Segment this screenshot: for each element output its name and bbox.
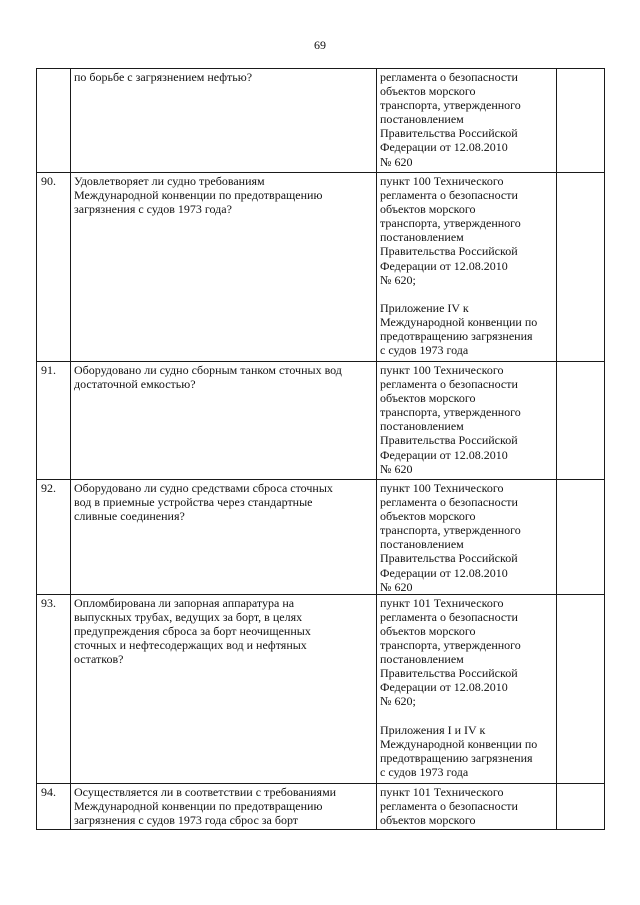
table-row [37, 362, 605, 480]
result-cell [557, 173, 605, 362]
row-number: 93. [37, 594, 71, 783]
reference-cell: регламента о безопасности объектов морского транспорта, утвержденного постановлением Правительства Российской Федерации от 12.08.2010 № 620 [377, 69, 557, 173]
table-row [37, 480, 605, 595]
result-cell [557, 783, 605, 829]
result-cell [557, 480, 605, 595]
result-cell [557, 362, 605, 480]
table-row [37, 69, 605, 173]
page-number: 69 [314, 38, 326, 52]
row-number: 92. [37, 480, 71, 595]
question-cell: Удовлетворяет ли судно требованиям Международной конвенции по предотвращению загрязнения с судов 1973 года? [71, 173, 377, 362]
table-row [37, 594, 605, 783]
result-cell [557, 69, 605, 173]
reference-cell: пункт 100 Технического регламента о безопасности объектов морского транспорта, утвержденного постановлением Правительства Российской Федерации от 12.08.2010 № 620 [377, 362, 557, 480]
result-cell [557, 594, 605, 783]
table-row [37, 173, 605, 362]
question-cell: Оборудовано ли судно средствами сброса сточных вод в приемные устройства через стандартные сливные соединения? [71, 480, 377, 595]
question-cell: Осуществляется ли в соответствии с требованиями Международной конвенции по предотвращению загрязнения с судов 1973 года сброс за борт [71, 783, 377, 829]
row-number: 91. [37, 362, 71, 480]
reference-cell: пункт 100 Технического регламента о безопасности объектов морского транспорта, утвержденного постановлением Правительства Российской Федерации от 12.08.2010 № 620; Приложение IV к Международной конвенции по предотвращению загрязнения с судов 1973 года [377, 173, 557, 362]
table-row [37, 783, 605, 829]
question-cell: по борьбе с загрязнением нефтью? [71, 69, 377, 173]
row-number: 94. [37, 783, 71, 829]
reference-cell: пункт 101 Технического регламента о безопасности объектов морского транспорта, утвержденного постановлением Правительства Российской Федерации от 12.08.2010 № 620; Приложения I и IV к Международной конвенции по предотвращению загрязнения с судов 1973 года [377, 594, 557, 783]
reference-cell: пункт 101 Технического регламента о безопасности объектов морского [377, 783, 557, 829]
row-number [37, 69, 71, 173]
row-number: 90. [37, 173, 71, 362]
reference-cell: пункт 100 Технического регламента о безопасности объектов морского транспорта, утвержденного постановлением Правительства Российской Федерации от 12.08.2010 № 620 [377, 480, 557, 595]
question-cell: Опломбирована ли запорная аппаратура на выпускных трубах, ведущих за борт, в целях предупреждения сброса за борт неочищенных сточных и нефтесодержащих вод и нефтяных остатков? [71, 594, 377, 783]
question-cell: Оборудовано ли судно сборным танком сточных вод достаточной емкостью? [71, 362, 377, 480]
checklist-table [36, 68, 605, 830]
